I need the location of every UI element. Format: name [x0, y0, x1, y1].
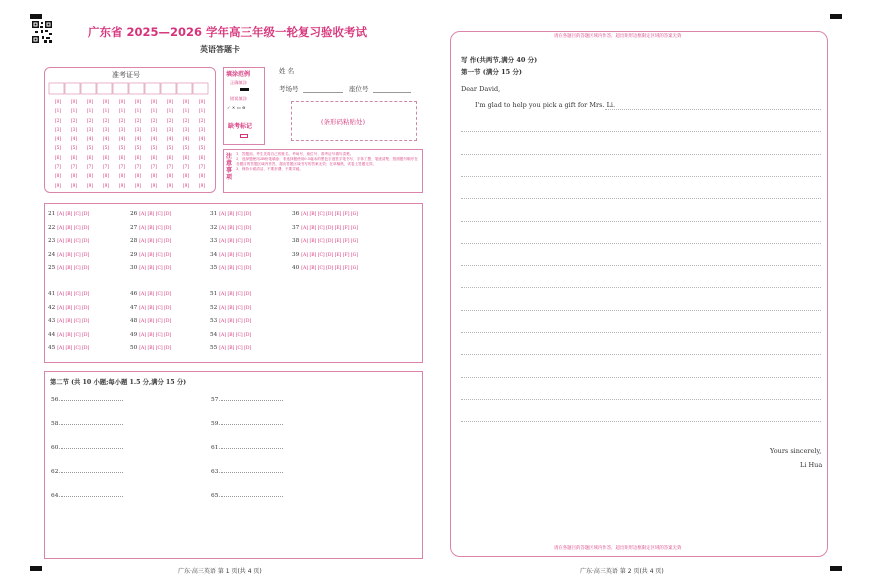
question-36[interactable]	[292, 211, 358, 217]
answer-line[interactable]	[221, 496, 283, 497]
fill-in-item[interactable]	[51, 397, 123, 403]
question-number: 35	[210, 265, 218, 272]
digit-bubble[interactable]: [8]	[102, 174, 110, 180]
question-47[interactable]	[130, 305, 171, 311]
question-23[interactable]	[48, 238, 89, 244]
warning-bottom: 请在各题目的答题区域内作答，超出矩形边框限定区域的答案无效	[551, 545, 684, 551]
registration-mark	[830, 566, 842, 571]
digit-bubble[interactable]: [9]	[118, 183, 126, 189]
digit-bubble[interactable]: [0]	[118, 100, 126, 105]
registration-mark	[830, 14, 842, 19]
digit-bubble[interactable]: [7]	[102, 165, 110, 171]
question-number: 43	[48, 318, 56, 325]
question-39[interactable]	[292, 252, 358, 258]
question-number: 36	[292, 211, 300, 217]
question-51[interactable]	[210, 291, 251, 297]
writing-line[interactable]	[461, 332, 821, 333]
digit-bubble[interactable]: [1]	[134, 109, 142, 115]
digit-bubble[interactable]: [8]	[182, 174, 190, 180]
fill-example-label: 填涂范例	[226, 71, 251, 78]
digit-bubble[interactable]: [1]	[54, 109, 62, 115]
digit-bubble[interactable]: [5]	[150, 146, 158, 152]
fill-in-item[interactable]	[51, 493, 123, 499]
question-number: 30	[130, 265, 138, 272]
room-label: 考场号	[279, 85, 299, 93]
answer-line[interactable]	[61, 400, 123, 401]
answer-line[interactable]	[61, 496, 123, 497]
exam-id-label: 准考证号	[112, 71, 140, 79]
question-31[interactable]	[210, 211, 251, 217]
digit-bubble[interactable]: [8]	[118, 174, 126, 180]
digit-bubble[interactable]: [0]	[86, 100, 94, 105]
question-37[interactable]	[292, 225, 358, 231]
digit-bubble[interactable]: [2]	[182, 118, 190, 124]
digit-bubble[interactable]: [0]	[70, 100, 78, 105]
digit-bubble[interactable]: [3]	[70, 127, 78, 133]
fill-in-number: 63.	[211, 469, 221, 475]
answer-options[interactable]: [A] [B] [C] [D] [E] [F] [G]	[301, 212, 359, 217]
writing-line[interactable]	[461, 377, 821, 378]
question-number: 42	[48, 304, 56, 311]
digit-bubble[interactable]: [4]	[54, 137, 62, 143]
digit-bubble[interactable]: [4]	[150, 137, 158, 143]
digit-bubble[interactable]: [6]	[118, 155, 126, 161]
digit-bubble[interactable]: [5]	[70, 146, 78, 152]
digit-bubble[interactable]: [1]	[198, 109, 206, 115]
fill-in-number: 65.	[211, 493, 221, 499]
answer-line[interactable]	[221, 472, 283, 473]
question-number: 40	[292, 265, 300, 272]
absent-checkbox[interactable]	[240, 134, 248, 138]
registration-mark	[30, 14, 42, 19]
writing-line[interactable]	[461, 399, 821, 400]
digit-bubble[interactable]: [8]	[70, 174, 78, 180]
seat-label: 座位号	[349, 85, 369, 93]
footer-left: 广东·高三英语 第 1 页(共 4 页)	[178, 568, 262, 575]
digit-bubble[interactable]: [3]	[182, 127, 190, 133]
exam-id-digit-column[interactable]	[132, 98, 144, 191]
exam-id-digit-column[interactable]	[116, 98, 128, 191]
digit-bubble[interactable]: [3]	[54, 127, 62, 133]
answer-line[interactable]	[61, 472, 123, 473]
question-number: 52	[210, 304, 218, 311]
answer-line[interactable]	[61, 424, 123, 425]
exam-id-digit-column[interactable]	[100, 98, 112, 191]
answer-options[interactable]: [A] [B] [C] [D]	[57, 212, 90, 217]
answer-options[interactable]: [A] [B] [C] [D]	[219, 292, 252, 297]
section2-heading: 第二节 (共 10 小题;每小题 1.5 分,满分 15 分)	[50, 379, 187, 386]
digit-bubble[interactable]: [7]	[198, 165, 206, 171]
writing-part-title: 写 作(共两节,满分 40 分)	[461, 56, 538, 64]
digit-bubble[interactable]: [1]	[102, 109, 110, 115]
question-number: 21	[48, 211, 56, 217]
digit-bubble[interactable]: [9]	[166, 183, 174, 189]
answer-options[interactable]: [A] [B] [C] [D] [E] [F] [G]	[301, 266, 359, 272]
answer-options[interactable]: [A] [B] [C] [D]	[139, 292, 172, 297]
writing-line[interactable]	[461, 354, 821, 355]
writing-line[interactable]	[461, 265, 821, 266]
answer-options[interactable]: [A] [B] [C] [D]	[57, 225, 90, 231]
question-28[interactable]	[130, 238, 171, 244]
answer-options[interactable]: [A] [B] [C] [D]	[57, 252, 90, 258]
question-38[interactable]	[292, 238, 358, 244]
answer-options[interactable]: [A] [B] [C] [D]	[219, 225, 252, 231]
question-number: 25	[48, 265, 56, 272]
answer-options[interactable]: [A] [B] [C] [D]	[219, 212, 252, 217]
fill-in-number: 61.	[211, 445, 221, 451]
name-label: 姓 名	[279, 67, 295, 75]
digit-bubble[interactable]: [7]	[70, 165, 78, 171]
barcode-label: (条形码粘贴处)	[321, 118, 366, 126]
answer-line[interactable]	[221, 424, 283, 425]
seat-field[interactable]	[373, 92, 411, 93]
answer-options[interactable]: [A] [B] [C] [D]	[219, 252, 252, 258]
digit-bubble[interactable]: [3]	[198, 127, 206, 133]
question-number: 23	[48, 238, 56, 245]
answer-options[interactable]: [A] [B] [C] [D] [E] [F] [G]	[301, 225, 359, 231]
question-27[interactable]	[130, 225, 171, 231]
answer-options[interactable]: [A] [B] [C] [D]	[57, 346, 90, 352]
fill-in-item[interactable]	[211, 397, 283, 403]
digit-bubble[interactable]: [3]	[150, 127, 158, 133]
digit-bubble[interactable]: [0]	[166, 100, 174, 105]
fill-in-item[interactable]	[211, 445, 283, 451]
question-number: 55	[210, 345, 218, 352]
answer-options[interactable]: [A] [B] [C] [D]	[57, 239, 90, 245]
digit-bubble[interactable]: [5]	[86, 146, 94, 152]
digit-bubble[interactable]: [7]	[166, 165, 174, 171]
digit-bubble[interactable]: [9]	[134, 183, 142, 189]
wrong-fill-examples: ✓ ✕ ▭ ⊖	[227, 105, 246, 110]
absent-mark-label: 缺考标记	[228, 123, 253, 130]
question-41[interactable]	[48, 291, 89, 297]
digit-bubble[interactable]: [1]	[166, 109, 174, 115]
answer-options[interactable]: [A] [B] [C] [D]	[139, 332, 172, 338]
digit-bubble[interactable]: [3]	[102, 127, 110, 133]
digit-bubble[interactable]: [7]	[182, 165, 190, 171]
fill-in-item[interactable]	[51, 469, 123, 475]
answer-options[interactable]: [A] [B] [C] [D]	[139, 239, 172, 245]
digit-bubble[interactable]: [4]	[102, 137, 110, 143]
digit-bubble[interactable]: [0]	[102, 100, 110, 105]
question-43[interactable]	[48, 318, 89, 324]
answer-options[interactable]: [A] [B] [C] [D]	[139, 266, 172, 272]
digit-bubble[interactable]: [5]	[54, 146, 62, 152]
wrong-fill-label: 错误填涂	[230, 96, 247, 101]
digit-bubble[interactable]: [3]	[86, 127, 94, 133]
question-number: 27	[130, 224, 138, 231]
question-number: 41	[48, 291, 56, 297]
letter-closing: Yours sincerely,	[770, 447, 822, 455]
digit-bubble[interactable]: [5]	[118, 146, 126, 152]
digit-bubble[interactable]: [6]	[70, 155, 78, 161]
answer-options[interactable]: [A] [B] [C] [D]	[139, 346, 172, 352]
writing-line[interactable]	[461, 310, 821, 311]
digit-bubble[interactable]: [0]	[54, 100, 62, 105]
question-number: 33	[210, 238, 218, 245]
digit-bubble[interactable]: [2]	[54, 118, 62, 124]
question-50[interactable]	[130, 345, 171, 351]
digit-bubble[interactable]: [2]	[102, 118, 110, 124]
digit-bubble[interactable]: [5]	[134, 146, 142, 152]
writing-line[interactable]	[461, 154, 821, 155]
exam-id-digit-column[interactable]	[196, 98, 208, 191]
writing-section-title: 第一节 (满分 15 分)	[461, 68, 522, 76]
digit-bubble[interactable]: [9]	[70, 183, 78, 189]
question-number: 53	[210, 318, 218, 325]
answer-options[interactable]: [A] [B] [C] [D]	[139, 319, 172, 325]
question-44[interactable]	[48, 332, 89, 338]
fill-in-number: 58.	[51, 421, 61, 427]
question-25[interactable]	[48, 265, 89, 271]
answer-options[interactable]: [A] [B] [C] [D]	[219, 319, 252, 325]
question-22[interactable]	[48, 225, 89, 231]
digit-bubble[interactable]: [0]	[182, 100, 190, 105]
fill-in-number: 59.	[211, 421, 221, 427]
exam-id-digit-column[interactable]	[52, 98, 64, 191]
fill-in-item[interactable]	[211, 469, 283, 475]
digit-bubble[interactable]: [5]	[102, 146, 110, 152]
digit-bubble[interactable]: [1]	[70, 109, 78, 115]
question-42[interactable]	[48, 305, 89, 311]
digit-bubble[interactable]: [4]	[134, 137, 142, 143]
note-item: 3．保持卡面清洁，不要折叠、不要弄破。	[236, 166, 303, 171]
digit-bubble[interactable]: [8]	[198, 174, 206, 180]
question-number: 34	[210, 251, 218, 258]
digit-bubble[interactable]: [2]	[198, 118, 206, 124]
digit-bubble[interactable]: [5]	[198, 146, 206, 152]
digit-bubble[interactable]: [0]	[150, 100, 158, 105]
notes-text	[236, 152, 420, 172]
digit-bubble[interactable]: [6]	[150, 155, 158, 161]
page-subtitle: 英语答题卡	[200, 45, 240, 54]
warning-top: 请在各题目的答题区域内作答，超出矩形边框限定区域的答案无效	[551, 33, 684, 39]
answer-options[interactable]: [A] [B] [C] [D]	[219, 266, 252, 272]
digit-bubble[interactable]: [9]	[182, 183, 190, 189]
fill-in-item[interactable]	[51, 421, 123, 427]
digit-bubble[interactable]: [6]	[166, 155, 174, 161]
writing-line[interactable]	[461, 131, 821, 132]
exam-id-digit-column[interactable]	[68, 98, 80, 191]
answer-options[interactable]: [A] [B] [C] [D]	[139, 212, 172, 217]
fill-in-number: 64.	[51, 493, 61, 499]
digit-bubble[interactable]: [2]	[70, 118, 78, 124]
answer-options[interactable]: [A] [B] [C] [D] [E] [F] [G]	[301, 252, 359, 258]
fill-in-number: 60.	[51, 445, 61, 451]
digit-bubble[interactable]: [3]	[166, 127, 174, 133]
digit-bubble[interactable]: [2]	[166, 118, 174, 124]
exam-id-digit-column[interactable]	[180, 98, 192, 191]
question-53[interactable]	[210, 318, 251, 324]
exam-id-digit-column[interactable]	[164, 98, 176, 191]
digit-bubble[interactable]: [8]	[86, 174, 94, 180]
correct-fill-mark	[240, 88, 249, 91]
writing-line[interactable]	[461, 287, 821, 288]
answer-line[interactable]	[221, 400, 283, 401]
exam-id-digit-column[interactable]	[84, 98, 96, 191]
fill-in-item[interactable]	[51, 445, 123, 451]
question-number: 28	[130, 238, 138, 245]
digit-bubble[interactable]: [4]	[86, 137, 94, 143]
question-number: 39	[292, 251, 300, 258]
answer-options[interactable]: [A] [B] [C] [D]	[57, 266, 90, 272]
answer-options[interactable]: [A] [B] [C] [D]	[57, 319, 90, 325]
qr-code-icon	[32, 21, 52, 43]
question-24[interactable]	[48, 252, 89, 258]
question-number: 22	[48, 224, 56, 231]
digit-bubble[interactable]: [5]	[166, 146, 174, 152]
digit-bubble[interactable]: [4]	[118, 137, 126, 143]
question-34[interactable]	[210, 252, 251, 258]
digit-bubble[interactable]: [8]	[166, 174, 174, 180]
question-number: 48	[130, 318, 138, 325]
question-number: 31	[210, 211, 218, 217]
question-45[interactable]	[48, 345, 89, 351]
question-number: 47	[130, 304, 138, 311]
question-number: 51	[210, 291, 218, 297]
digit-bubble[interactable]: [2]	[118, 118, 126, 124]
footer-right: 广东·高三英语 第 2 页(共 4 页)	[580, 568, 664, 575]
question-number: 54	[210, 331, 218, 338]
digit-bubble[interactable]: [6]	[134, 155, 142, 161]
digit-bubble[interactable]: [7]	[134, 165, 142, 171]
question-number: 50	[130, 345, 138, 352]
digit-bubble[interactable]: [1]	[118, 109, 126, 115]
digit-bubble[interactable]: [2]	[134, 118, 142, 124]
note-item: 1．答题前，考生先将自己的姓名、考场号、座位号、准考证号填写清楚。	[236, 152, 354, 156]
question-number: 37	[292, 224, 300, 231]
digit-bubble[interactable]: [3]	[134, 127, 142, 133]
question-number: 46	[130, 291, 138, 297]
digit-bubble[interactable]: [8]	[150, 174, 158, 180]
question-35[interactable]	[210, 265, 251, 271]
answer-options[interactable]: [A] [B] [C] [D]	[219, 346, 252, 352]
digit-bubble[interactable]: [6]	[54, 155, 62, 161]
page-title: 广东省 2025—2026 学年高三年级一轮复习验收考试	[88, 25, 368, 39]
question-30[interactable]	[130, 265, 171, 271]
question-number: 45	[48, 345, 56, 352]
question-33[interactable]	[210, 238, 251, 244]
writing-line[interactable]	[605, 109, 821, 110]
fill-in-item[interactable]	[211, 421, 283, 427]
letter-signature: Li Hua	[800, 461, 823, 469]
question-26[interactable]	[130, 211, 171, 217]
digit-bubble[interactable]: [2]	[86, 118, 94, 124]
digit-bubble[interactable]: [4]	[70, 137, 78, 143]
writing-line[interactable]	[461, 243, 821, 244]
answer-options[interactable]: [A] [B] [C] [D]	[219, 305, 252, 311]
question-46[interactable]	[130, 291, 171, 297]
answer-options[interactable]: [A] [B] [C] [D]	[57, 305, 90, 311]
digit-bubble[interactable]: [8]	[134, 174, 142, 180]
digit-bubble[interactable]: [4]	[166, 137, 174, 143]
digit-bubble[interactable]: [7]	[118, 165, 126, 171]
digit-bubble[interactable]: [9]	[54, 183, 62, 189]
fill-in-item[interactable]	[211, 493, 283, 499]
notes-label: 注意事项	[226, 153, 233, 181]
answer-options[interactable]: [A] [B] [C] [D]	[139, 225, 172, 231]
digit-bubble[interactable]: [6]	[86, 155, 94, 161]
digit-bubble[interactable]: [9]	[150, 183, 158, 189]
digit-bubble[interactable]: [1]	[86, 109, 94, 115]
digit-bubble[interactable]: [6]	[182, 155, 190, 161]
question-40[interactable]	[292, 265, 358, 271]
digit-bubble[interactable]: [7]	[86, 165, 94, 171]
digit-bubble[interactable]: [9]	[102, 183, 110, 189]
question-21[interactable]	[48, 211, 89, 217]
question-52[interactable]	[210, 305, 251, 311]
room-field[interactable]	[303, 92, 343, 93]
exam-id-digit-column[interactable]	[148, 98, 160, 191]
question-48[interactable]	[130, 318, 171, 324]
question-number: 44	[48, 331, 56, 338]
question-55[interactable]	[210, 345, 251, 351]
question-29[interactable]	[130, 252, 171, 258]
question-number: 32	[210, 224, 218, 231]
digit-bubble[interactable]: [5]	[182, 146, 190, 152]
digit-bubble[interactable]: [6]	[198, 155, 206, 161]
answer-options[interactable]: [A] [B] [C] [D]	[57, 332, 90, 338]
exam-id-write-cells	[48, 82, 212, 96]
digit-bubble[interactable]: [4]	[198, 137, 206, 143]
digit-bubble[interactable]: [0]	[134, 100, 142, 105]
registration-mark	[30, 566, 42, 571]
question-49[interactable]	[130, 332, 171, 338]
answer-options[interactable]: [A] [B] [C] [D]	[219, 239, 252, 245]
digit-bubble[interactable]: [4]	[182, 137, 190, 143]
question-number: 24	[48, 251, 56, 258]
correct-fill-label: 正确填涂	[230, 80, 247, 85]
writing-line[interactable]	[461, 221, 821, 222]
answer-options[interactable]: [A] [B] [C] [D]	[219, 332, 252, 338]
answer-line[interactable]	[61, 448, 123, 449]
question-number: 29	[130, 251, 138, 258]
digit-bubble[interactable]: [7]	[54, 165, 62, 171]
letter-first-line: I'm glad to help you pick a gift for Mrs. Li.	[475, 101, 616, 109]
answer-options[interactable]: [A] [B] [C] [D]	[57, 292, 90, 297]
fill-in-number: 56.	[51, 397, 61, 403]
fill-in-number: 62.	[51, 469, 61, 475]
answer-options[interactable]: [A] [B] [C] [D] [E] [F] [G]	[301, 239, 359, 245]
fill-in-number: 57.	[211, 397, 221, 403]
letter-greeting: Dear David,	[461, 85, 501, 93]
digit-bubble[interactable]: [1]	[182, 109, 190, 115]
digit-bubble[interactable]: [0]	[198, 100, 206, 105]
digit-bubble[interactable]: [7]	[150, 165, 158, 171]
digit-bubble[interactable]: [9]	[198, 183, 206, 189]
question-number: 38	[292, 238, 300, 245]
answer-options[interactable]: [A] [B] [C] [D]	[139, 305, 172, 311]
digit-bubble[interactable]: [1]	[150, 109, 158, 115]
writing-line[interactable]	[461, 421, 821, 422]
question-32[interactable]	[210, 225, 251, 231]
note-item: 2．选择题使用2B铅笔填涂；非选择题使用0.5毫米的黑色字迹签字笔书写，字体工整、笔迹清楚；按照题号顺序在各题目的答题区域内作答，超出答题区域书写的答案无效；在草稿纸、试卷上答题无效。	[236, 156, 418, 166]
answer-line[interactable]	[221, 448, 283, 449]
digit-bubble[interactable]: [8]	[54, 174, 62, 180]
digit-bubble[interactable]: [3]	[118, 127, 126, 133]
digit-bubble[interactable]: [2]	[150, 118, 158, 124]
question-number: 26	[130, 211, 138, 217]
answer-options[interactable]: [A] [B] [C] [D]	[139, 252, 172, 258]
digit-bubble[interactable]: [6]	[102, 155, 110, 161]
digit-bubble[interactable]: [9]	[86, 183, 94, 189]
question-54[interactable]	[210, 332, 251, 338]
writing-line[interactable]	[461, 198, 821, 199]
writing-line[interactable]	[461, 176, 821, 177]
question-number: 49	[130, 331, 138, 338]
